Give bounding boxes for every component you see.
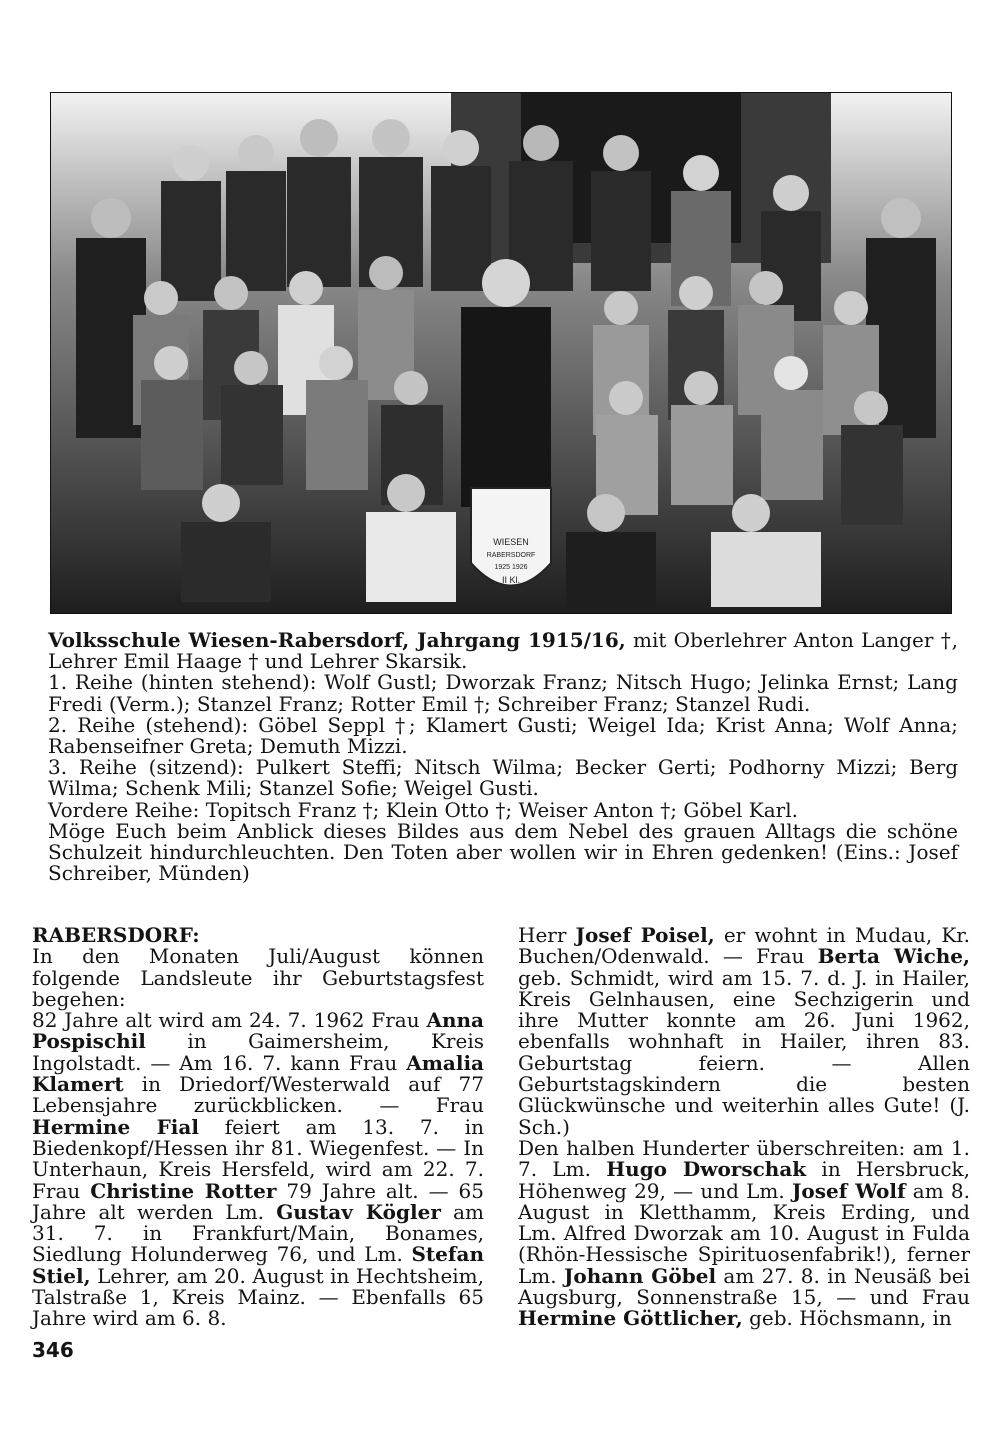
section-heading: RABERSDORF:: [32, 923, 200, 947]
shield-text-3: 1925 1926: [494, 564, 528, 571]
class-photo: [50, 92, 952, 614]
shield-text-2: RABERSDORF: [486, 552, 536, 559]
left-text-7: Lehrer, am 20. August in Hechtsheim, Talstraße 1, Kreis Mainz. — Ebenfalls 65 Jahre wird am 6. 8.: [32, 1263, 484, 1331]
class-photo-illustration: [51, 93, 951, 613]
left-name-4: Christine Rotter: [90, 1178, 277, 1203]
right-name-1: Josef Poisel,: [575, 923, 715, 947]
left-text-6: am 31. 7. in Frankfurt/Main, Bonames, Siedlung Holunderweg 76, und Lm.: [32, 1199, 484, 1267]
left-name-6: Stefan Stiel,: [32, 1242, 484, 1288]
left-name-5: Gustav Kögler: [276, 1199, 441, 1224]
caption-lead-rest: mit Oberlehrer Anton Langer †, Lehrer Emil Haage † und Lehrer Skarsik.: [48, 628, 958, 674]
left-text-5: 79 Jahre alt. — 65 Jahre alt werden Lm.: [32, 1178, 484, 1224]
caption-row-1: 1. Reihe (hinten stehend): Wolf Gustl; Dworzak Franz; Nitsch Hugo; Jelinka Ernst; Lang Fredi (Verm.); Stanzel Franz; Rotter Emil †; Schreiber Franz; Stanzel Rudi.: [48, 670, 958, 716]
right-text-4: Den halben Hunderter überschreiten: am 1. 7. Lm.: [518, 1135, 970, 1182]
right-name-5: Johann Göbel: [563, 1263, 717, 1288]
caption-row-4: Vordere Reihe: Topitsch Franz †; Klein Otto †; Weiser Anton †; Göbel Karl.: [48, 797, 798, 822]
right-text-7: am 27. 8. in Neusäß bei Augsburg, Sonnenstraße 15, — und Frau: [518, 1263, 971, 1310]
left-name-2: Amalia Klamert: [32, 1050, 484, 1097]
right-text-8: geb. Höchsmann, in: [742, 1306, 952, 1331]
left-text-4: feiert am 13. 7. in Biedenkopf/Hessen ihr 81. Wiegenfest. — In Unterhaun, Kreis Hersfeld, wird am 22. 7. Frau: [32, 1114, 484, 1203]
left-name-3: Hermine Fial: [32, 1114, 199, 1139]
caption-row-2: 2. Reihe (stehend): Göbel Seppl †; Klamert Gusti; Weigel Ida; Krist Anna; Wolf Anna; Rabenseifner Greta; Demuth Mizzi.: [48, 712, 958, 759]
article-columns: [32, 923, 972, 1331]
right-para-1: [518, 925, 970, 1138]
left-text-3: in Driedorf/Westerwald auf 77 Lebensjahre zurückblicken. — Frau: [32, 1072, 484, 1118]
right-text-2: er wohnt in Mudau, Kr. Buchen/Odenwald. — Frau: [518, 923, 970, 969]
page-number: 346: [32, 1338, 74, 1362]
right-text-1: Herr: [518, 923, 576, 947]
right-text-3: geb. Schmidt, wird am 15. 7. d. J. in Hailer, Kreis Gelnhausen, eine Sechzigerin und ihre Mutter konnte am 26. Juni 1962, ebenfalls wohnhaft in Hailer, ihren 83. Geburtstag feiern. — Allen Geburtstagskindern die besten Glückwünsche und weiterhin alles Gute! (J. Sch.): [518, 965, 970, 1139]
caption-lead: [48, 630, 958, 672]
right-para-2: [518, 1135, 971, 1331]
caption-row-3: 3. Reihe (sitzend): Pulkert Steffi; Nitsch Wilma; Becker Gerti; Podhorny Mizzi; Berg Wilma; Schenk Mili; Stanzel Sofie; Weigel Gusti.: [48, 755, 958, 801]
right-column: [518, 925, 970, 1330]
left-column: [32, 925, 484, 1330]
shield-text-1: WIESEN: [493, 537, 529, 547]
left-body: [32, 1010, 484, 1329]
shield-text-4: II Kl.: [501, 575, 521, 585]
photo-caption: [48, 630, 958, 884]
right-text-6: am 8. August in Kletthamm, Kreis Erding, und Lm. Alfred Dworzak am 10. August in Fulda (Rhön-Hessische Spirituosenfabrik!), ferner Lm.: [518, 1178, 971, 1288]
right-name-4: Josef Wolf: [791, 1178, 906, 1203]
right-name-3: Hugo Dworschak: [606, 1157, 807, 1182]
left-intro: In den Monaten Juli/August können folgende Landsleute ihr Geburtstagsfest begehen:: [32, 944, 484, 1011]
right-name-2: Berta Wiche,: [817, 944, 970, 969]
left-text-1: 82 Jahre alt wird am 24. 7. 1962 Frau: [32, 1008, 427, 1033]
right-name-6: Hermine Göttlicher,: [518, 1306, 743, 1331]
left-name-1: Anna Pospischil: [32, 1008, 484, 1054]
caption-closing: Möge Euch beim Anblick dieses Bildes aus dem Nebel des grauen Alltags die schöne Schulzeit hindurchleuchten. Den Toten aber wollen wir in Ehren gedenken! (Eins.: Josef Schreiber, Münden): [48, 818, 958, 886]
caption-lead-title: Volksschule Wiesen-Rabersdorf, Jahrgang 1915/16,: [48, 628, 626, 652]
left-text-2: in Gaimersheim, Kreis Ingolstadt. — Am 16. 7. kann Frau: [32, 1029, 484, 1075]
right-text-5: in Hersbruck, Höhenweg 29, — und Lm.: [518, 1157, 970, 1203]
